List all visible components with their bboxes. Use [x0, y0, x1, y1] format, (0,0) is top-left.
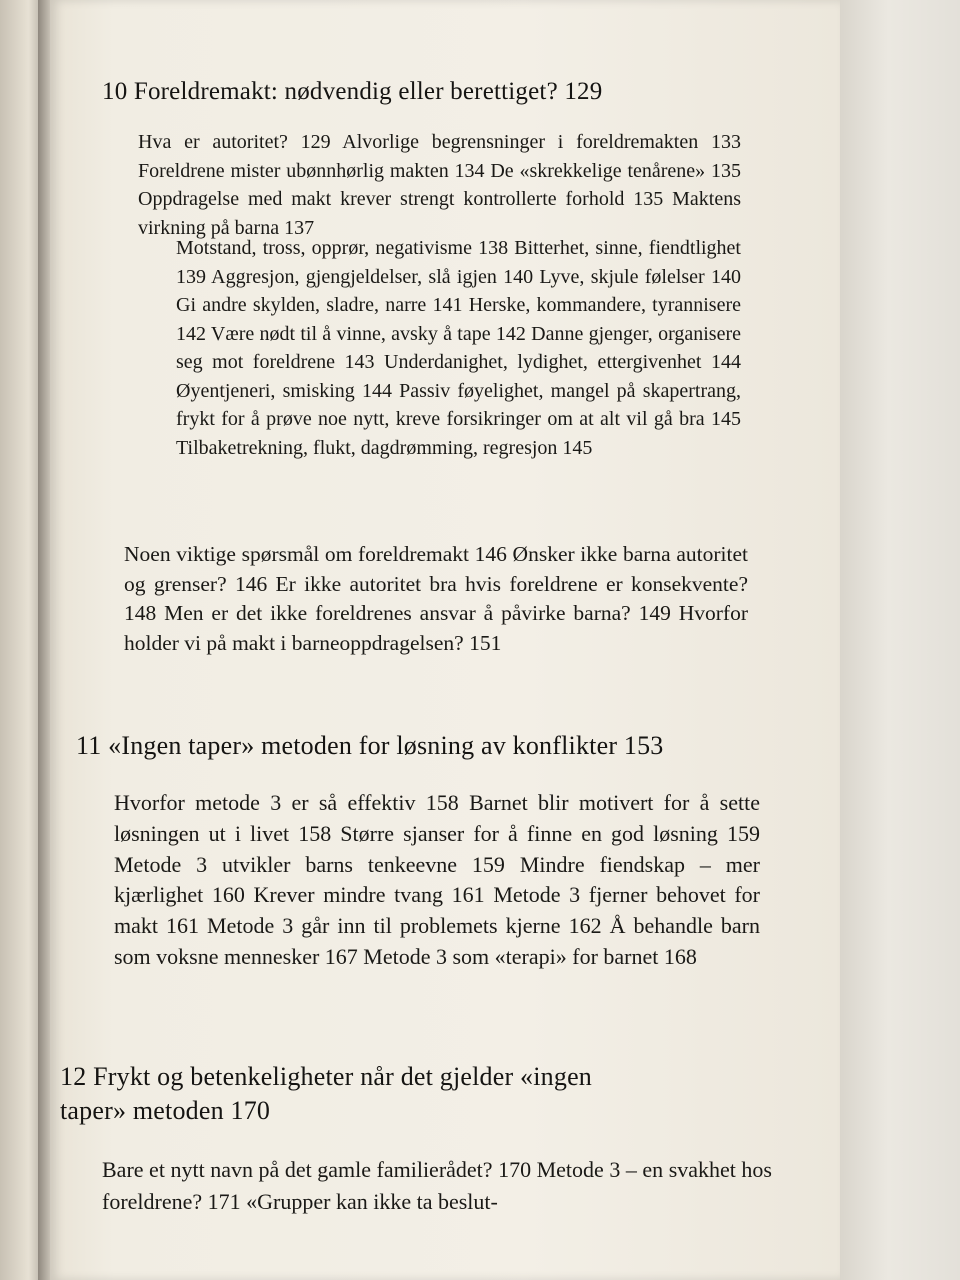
- chapter-10-paragraph-b: Motstand, tross, opprør, negativisme 138 Bitterhet, sinne, fiendtlighet 139 Aggresjon, gjengjeldelser, slå igjen 140 Lyve, skjule følelser 140 Gi andre skylden, sladre, narre 141 Herske, kommandere, tyrannisere 142 Være nødt til å vinne, avsky å tape 142 Danne gjenger, organisere seg mot foreldrene 143 Underdanighet, lydighet, ettergivenhet 144 Øyentjeneri, smisking 144 Passiv føyelighet, mangel på skapertrang, frykt for å prøve noe nytt, kreve forsikringer om at alt vil gå bra 145 Tilbaketrekning, flukt, dagdrømming, regresjon 145: [176, 237, 741, 459]
- chapter-10-paragraph-c: Noen viktige spørsmål om foreldremakt 146 Ønsker ikke barna autoritet og grenser? 146 Er ikke autoritet bra hvis foreldrene er konsekvente? 148 Men er det ikke foreldrenes ansvar å påvirke barna? 149 Hvorfor holder vi på makt i barneoppdragelsen? 151: [124, 542, 748, 655]
- background-pages: [840, 0, 960, 1280]
- chapter-12-heading: 12 Frykt og betenkeligheter når det gjelder «ingen taper» metoden 170: [60, 1062, 593, 1125]
- chapter-12-paragraph: Bare et nytt navn på det gamle familierådet? 170 Metode 3 – en svakhet hos foreldrene? 171 «Grupper kan ikke ta beslut-: [102, 1157, 772, 1214]
- chapter-10-heading: 10 Foreldremakt: nødvendig eller berettiget? 129: [102, 78, 603, 105]
- chapter-10-paragraph-a: Hva er autoritet? 129 Alvorlige begrensninger i foreldremakten 133 Foreldrene mister ubønnhørlig makten 134 De «skrekkelige tenårene» 135 Oppdragelse med makt krever strengt kontrollerte forhold 135 Maktens virkning på barna 137: [138, 131, 741, 239]
- chapter-11-paragraph: Hvorfor metode 3 er så effektiv 158 Barnet blir motivert for å sette løsningen ut i livet 158 Større sjanser for å finne en god løsning 159 Metode 3 utvikler barns tenkeevne 159 Mindre fiendskap – mer kjærlighet 160 Krever mindre tvang 161 Metode 3 fjerner behovet for makt 161 Metode 3 går inn til problemets kjerne 162 Å behandle barn som voksne mennesker 167 Metode 3 som «terapi» for barnet 168: [114, 790, 760, 969]
- chapter-11-heading: 11 «Ingen taper» metoden for løsning av konflikter 153: [76, 731, 664, 760]
